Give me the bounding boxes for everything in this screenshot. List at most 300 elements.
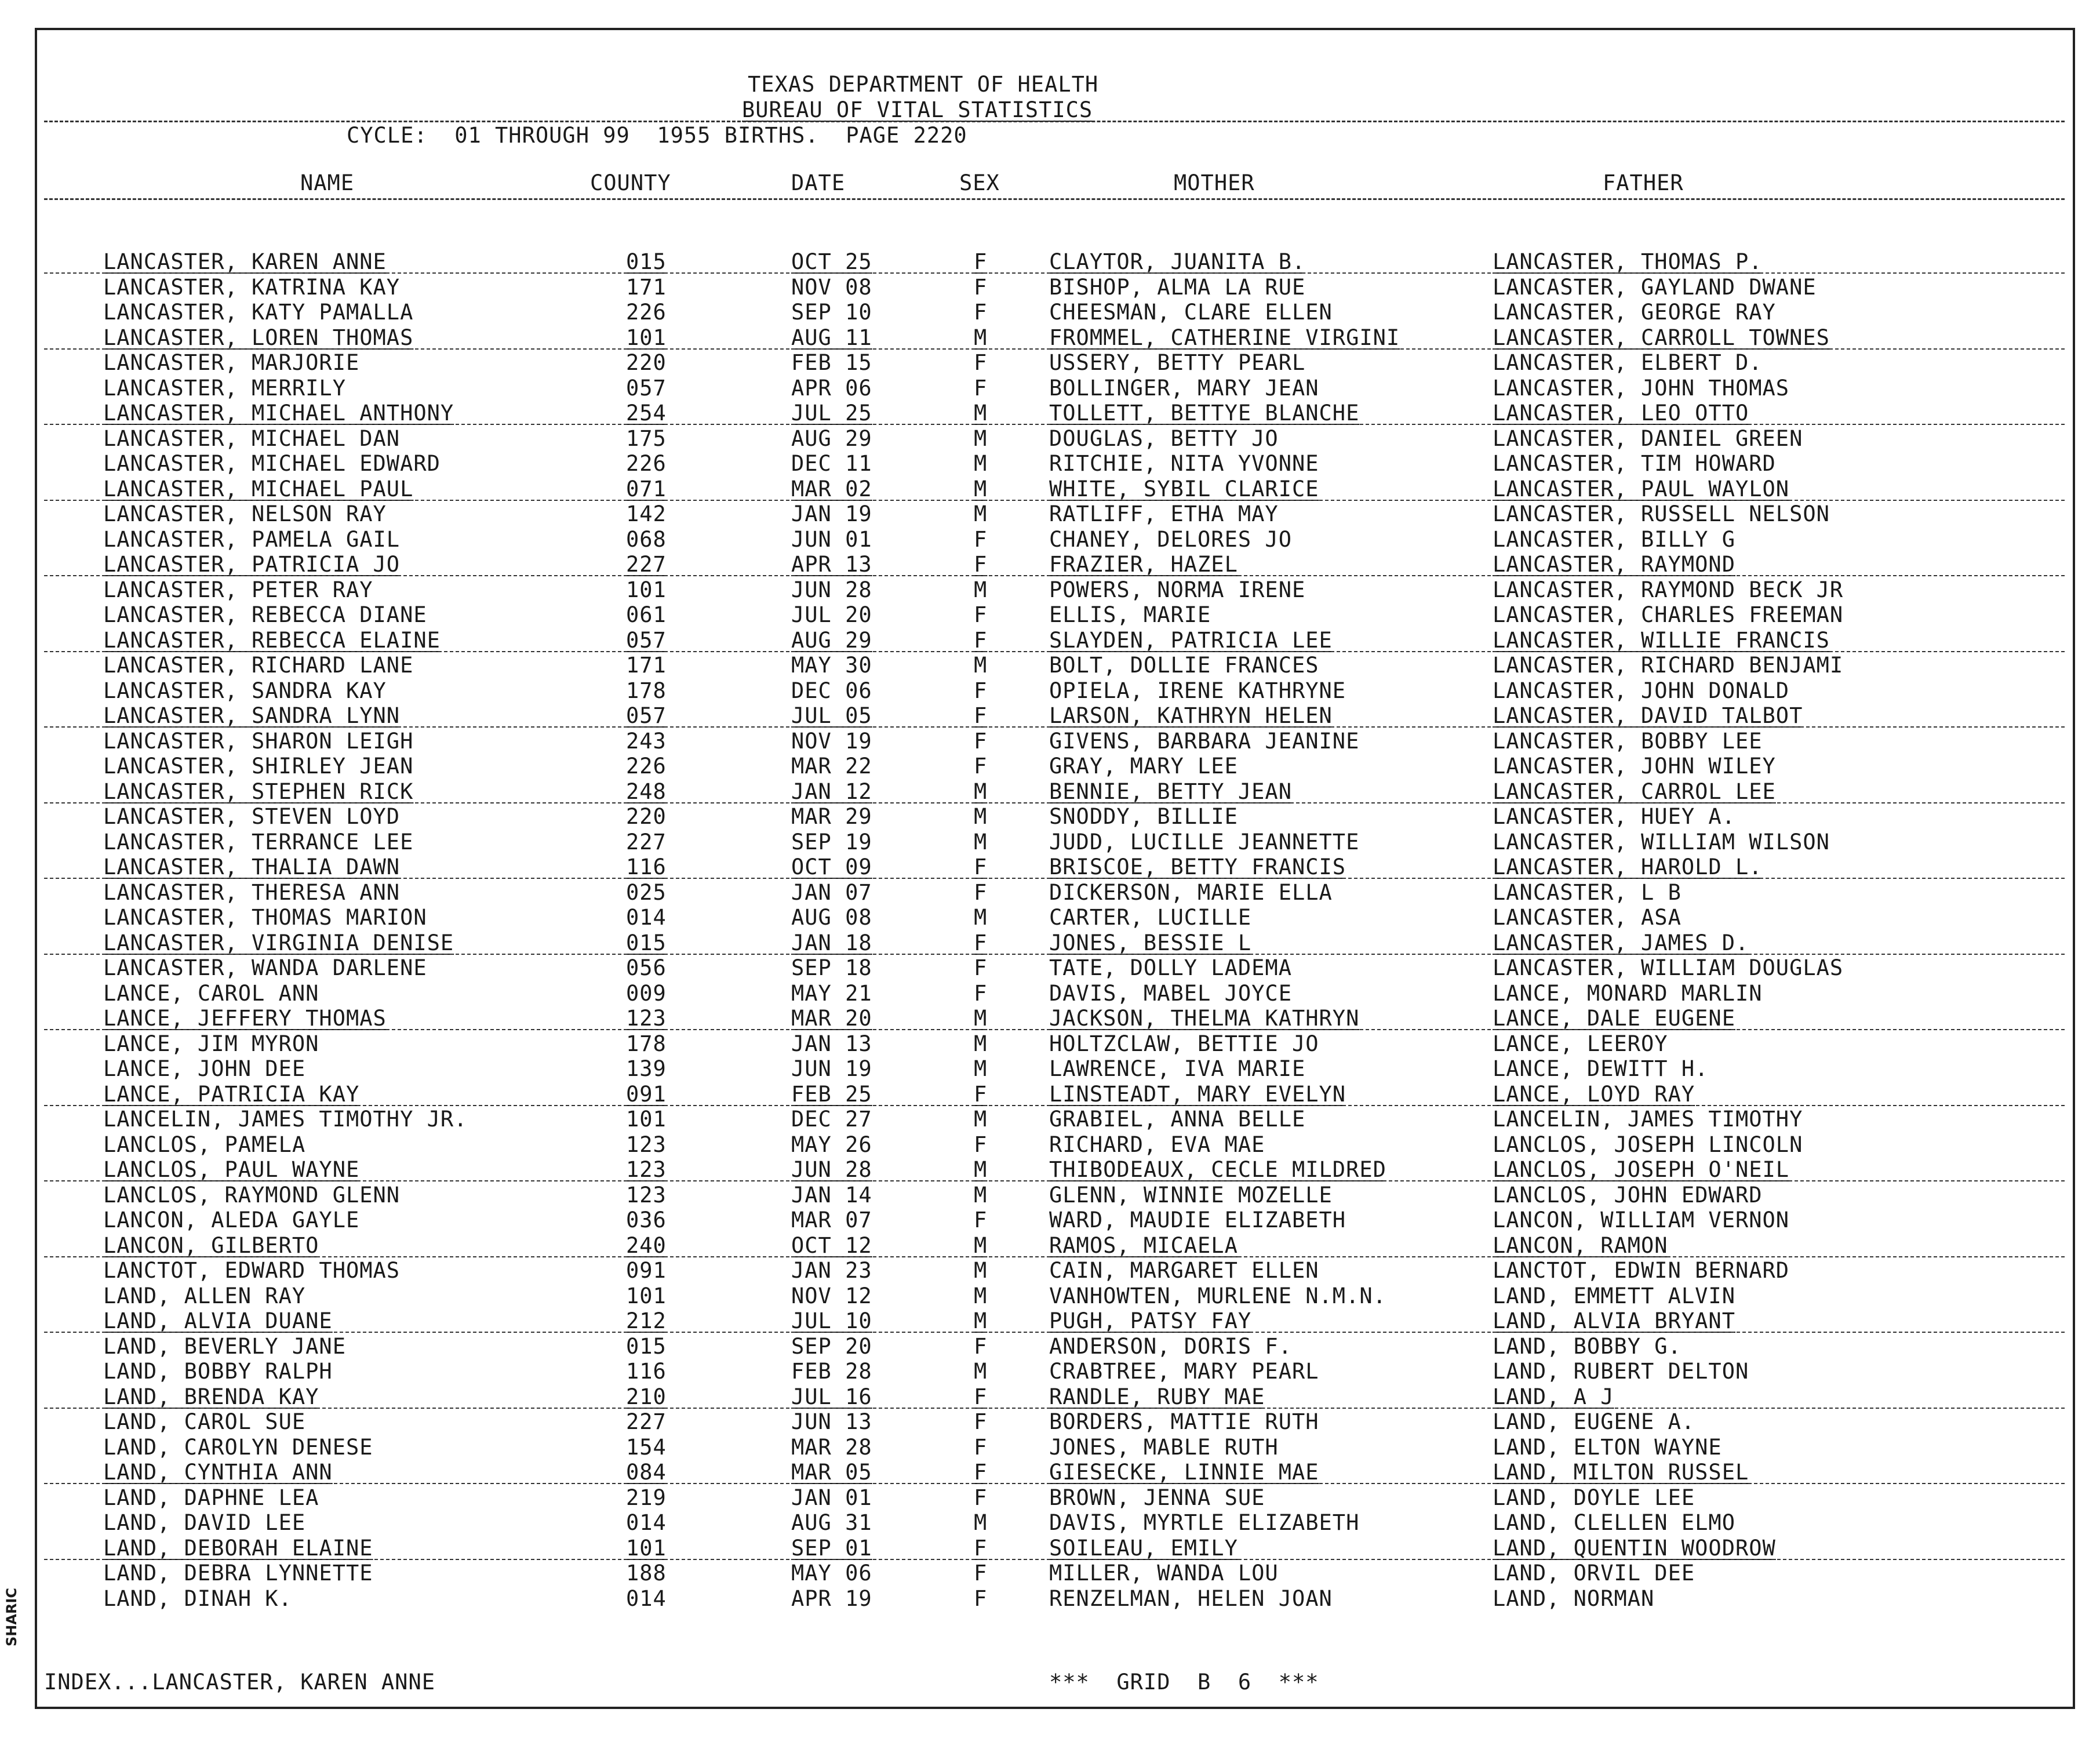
row-divider [44, 1408, 2065, 1409]
cell-father: LAND, EMMETT ALVIN [1493, 1283, 1735, 1308]
cell-mother: TATE, DOLLY LADEMA [1049, 955, 1292, 980]
table-row [0, 300, 2100, 325]
cell-father: LANCON, RAMON [1493, 1232, 1668, 1258]
column-header-row [0, 170, 2100, 196]
cell-county: 227 [626, 1409, 667, 1434]
cell-date: MAR 22 [791, 754, 872, 779]
department-title: TEXAS DEPARTMENT OF HEALTH [748, 72, 1099, 97]
cell-county: 171 [626, 274, 667, 300]
cell-name: LAND, CAROLYN DENESE [103, 1434, 373, 1460]
side-label: SHARIC [3, 1588, 20, 1646]
cell-father: LAND, ORVIL DEE [1493, 1561, 1695, 1586]
cell-mother: CAIN, MARGARET ELLEN [1049, 1258, 1319, 1283]
cell-mother: FRAZIER, HAZEL [1049, 552, 1238, 577]
cell-county: 009 [626, 980, 667, 1006]
column-header-father: FATHER [1603, 170, 1684, 195]
cell-date: MAY 21 [791, 980, 872, 1006]
table-row [0, 1258, 2100, 1283]
cell-mother: WARD, MAUDIE ELIZABETH [1049, 1208, 1346, 1232]
cell-county: 142 [626, 501, 667, 526]
cell-county: 101 [626, 1283, 667, 1308]
cell-name: LANCON, ALEDA GAYLE [103, 1208, 360, 1232]
cell-mother: JACKSON, THELMA KATHRYN [1049, 1006, 1360, 1031]
cell-county: 057 [626, 375, 667, 401]
cell-name: LANCASTER, SANDRA KAY [103, 678, 387, 703]
row-divider [44, 954, 2065, 955]
table-row [0, 1409, 2100, 1435]
table-row [0, 703, 2100, 729]
cell-name: LANCASTER, NELSON RAY [103, 501, 387, 526]
cell-sex: F [974, 855, 988, 879]
cell-mother: TOLLETT, BETTYE BLANCHE [1049, 401, 1360, 426]
row-divider [44, 1332, 2065, 1333]
cell-name: LANCASTER, KATRINA KAY [103, 274, 401, 300]
cell-father: LANCASTER, ASA [1493, 905, 1682, 930]
cell-date: MAY 30 [791, 653, 872, 678]
cell-date: JAN 23 [791, 1258, 872, 1283]
cell-county: 123 [626, 1157, 667, 1182]
cell-county: 178 [626, 1031, 667, 1056]
column-header-county: COUNTY [590, 170, 671, 195]
cell-county: 101 [626, 1535, 667, 1561]
cell-sex: M [974, 1283, 988, 1308]
cell-date: MAY 26 [791, 1132, 872, 1157]
cell-sex: M [974, 779, 988, 804]
table-row [0, 501, 2100, 527]
cell-mother: RITCHIE, NITA YVONNE [1049, 451, 1319, 476]
cell-sex: F [974, 1333, 988, 1359]
cell-county: 226 [626, 300, 667, 325]
cell-father: LANCASTER, RUSSELL NELSON [1493, 501, 1830, 526]
cell-father: LANCASTER, RAYMOND BECK JR [1493, 577, 1844, 602]
cell-name: LANCASTER, TERRANCE LEE [103, 829, 414, 855]
cell-name: LANCASTER, PAMELA GAIL [103, 526, 401, 552]
cell-name: LANCE, JEFFERY THOMAS [103, 1006, 387, 1031]
cell-date: MAR 29 [791, 804, 872, 829]
cell-name: LANCASTER, KATY PAMALLA [103, 300, 414, 325]
cell-county: 025 [626, 879, 667, 905]
cell-county: 123 [626, 1132, 667, 1157]
cell-mother: USSERY, BETTY PEARL [1049, 350, 1306, 375]
cell-sex: F [974, 1485, 988, 1510]
table-row [0, 1006, 2100, 1031]
cell-county: 154 [626, 1434, 667, 1460]
cell-mother: LAWRENCE, IVA MARIE [1049, 1056, 1306, 1081]
row-divider [44, 726, 2065, 728]
cell-date: JUN 13 [791, 1409, 872, 1434]
row-divider [44, 575, 2065, 576]
cell-county: 101 [626, 577, 667, 602]
cell-county: 071 [626, 476, 667, 501]
cycle-line: CYCLE: 01 THROUGH 99 1955 BIRTHS. PAGE 2220 [347, 123, 967, 148]
cell-name: LAND, ALVIA DUANE [103, 1308, 333, 1333]
table-row [0, 1132, 2100, 1158]
cell-father: LANCASTER, LEO OTTO [1493, 401, 1749, 426]
table-row [0, 1283, 2100, 1309]
cell-mother: ELLIS, MARIE [1049, 602, 1211, 627]
cell-date: FEB 28 [791, 1359, 872, 1384]
cell-name: LANCELIN, JAMES TIMOTHY JR. [103, 1107, 468, 1132]
cell-father: LANCLOS, JOSEPH O'NEIL [1493, 1157, 1790, 1182]
cell-father: LANCASTER, JOHN THOMAS [1493, 375, 1790, 401]
table-row [0, 1510, 2100, 1536]
cell-sex: M [974, 1510, 988, 1535]
cell-sex: F [974, 1409, 988, 1434]
cell-county: 220 [626, 350, 667, 375]
cell-county: 014 [626, 1510, 667, 1535]
cell-mother: RANDLE, RUBY MAE [1049, 1384, 1265, 1409]
table-row [0, 1536, 2100, 1561]
cell-mother: DAVIS, MABEL JOYCE [1049, 980, 1292, 1006]
cell-date: JUN 19 [791, 1056, 872, 1081]
cell-date: JAN 19 [791, 501, 872, 526]
cell-date: DEC 11 [791, 451, 872, 476]
cell-mother: BENNIE, BETTY JEAN [1049, 779, 1292, 804]
table-row [0, 602, 2100, 628]
table-row [0, 830, 2100, 855]
cell-name: LANCASTER, MICHAEL ANTHONY [103, 401, 454, 426]
table-row [0, 628, 2100, 653]
cell-mother: LINSTEADT, MARY EVELYN [1049, 1081, 1346, 1107]
cell-date: SEP 01 [791, 1535, 872, 1561]
cell-date: JUL 20 [791, 602, 872, 627]
row-divider [44, 1256, 2065, 1257]
cell-sex: F [974, 526, 988, 552]
cell-name: LANCASTER, STEPHEN RICK [103, 779, 414, 804]
cell-sex: M [974, 1232, 988, 1258]
cell-mother: RENZELMAN, HELEN JOAN [1049, 1586, 1333, 1611]
table-row [0, 275, 2100, 300]
table-row [0, 653, 2100, 678]
cell-sex: M [974, 1006, 988, 1031]
cell-sex: M [974, 653, 988, 678]
cell-county: 227 [626, 829, 667, 855]
cell-sex: M [974, 501, 988, 526]
cell-county: 084 [626, 1460, 667, 1485]
cell-sex: M [974, 451, 988, 476]
cell-mother: SNODDY, BILLIE [1049, 804, 1238, 829]
cell-name: LANCE, JOHN DEE [103, 1056, 306, 1081]
row-divider [44, 424, 2065, 425]
cell-father: LANCASTER, JOHN WILEY [1493, 754, 1776, 779]
cell-date: JAN 01 [791, 1485, 872, 1510]
cell-father: LAND, A J [1493, 1384, 1614, 1409]
cell-county: 123 [626, 1006, 667, 1031]
cell-date: MAR 20 [791, 1006, 872, 1031]
cell-mother: GRAY, MARY LEE [1049, 754, 1238, 779]
cell-county: 219 [626, 1485, 667, 1510]
cell-father: LANCE, DEWITT H. [1493, 1056, 1709, 1081]
cell-date: OCT 12 [791, 1232, 872, 1258]
cell-date: JAN 07 [791, 879, 872, 905]
cell-father: LANCASTER, PAUL WAYLON [1493, 476, 1790, 501]
cell-sex: F [974, 1561, 988, 1586]
table-row [0, 401, 2100, 426]
cell-sex: F [974, 754, 988, 779]
cell-mother: GRABIEL, ANNA BELLE [1049, 1107, 1306, 1132]
cell-date: JUN 01 [791, 526, 872, 552]
cell-father: LANCASTER, CHARLES FREEMAN [1493, 602, 1844, 627]
cell-father: LANCASTER, L B [1493, 879, 1682, 905]
cell-father: LANCASTER, GEORGE RAY [1493, 300, 1776, 325]
cell-father: LANCASTER, WILLIAM WILSON [1493, 829, 1830, 855]
cell-father: LAND, MILTON RUSSEL [1493, 1460, 1749, 1485]
cell-father: LAND, NORMAN [1493, 1586, 1655, 1611]
cell-sex: F [974, 1081, 988, 1107]
cell-mother: RAMOS, MICAELA [1049, 1232, 1238, 1258]
cell-father: LANCE, DALE EUGENE [1493, 1006, 1735, 1031]
table-row [0, 1485, 2100, 1511]
cell-county: 243 [626, 728, 667, 754]
cell-name: LANCASTER, PETER RAY [103, 577, 373, 602]
cell-mother: WHITE, SYBIL CLARICE [1049, 476, 1319, 501]
cell-name: LANCASTER, MICHAEL DAN [103, 426, 401, 451]
cell-sex: F [974, 375, 988, 401]
row-divider [44, 1105, 2065, 1106]
row-divider [44, 651, 2065, 652]
cell-father: LANCELIN, JAMES TIMOTHY [1493, 1107, 1803, 1132]
cell-father: LANCASTER, ELBERT D. [1493, 350, 1763, 375]
cell-county: 123 [626, 1182, 667, 1208]
cell-sex: F [974, 1208, 988, 1232]
cell-date: AUG 11 [791, 325, 872, 350]
cell-name: LANCASTER, MICHAEL EDWARD [103, 451, 441, 476]
cell-date: MAR 28 [791, 1434, 872, 1460]
table-row [0, 1157, 2100, 1183]
table-row [0, 678, 2100, 704]
table-row [0, 1334, 2100, 1359]
column-header-divider [44, 198, 2065, 200]
cell-father: LANCASTER, DAVID TALBOT [1493, 703, 1803, 728]
cell-date: NOV 19 [791, 728, 872, 754]
cell-name: LANCASTER, SHIRLEY JEAN [103, 754, 414, 779]
table-row [0, 905, 2100, 930]
cell-date: OCT 09 [791, 855, 872, 879]
cell-mother: HOLTZCLAW, BETTIE JO [1049, 1031, 1319, 1056]
cell-mother: OPIELA, IRENE KATHRYNE [1049, 678, 1346, 703]
column-header-sex: SEX [959, 170, 1000, 195]
cell-father: LAND, DOYLE LEE [1493, 1485, 1695, 1510]
cell-county: 057 [626, 627, 667, 653]
column-header-mother: MOTHER [1174, 170, 1255, 195]
cell-date: AUG 08 [791, 905, 872, 930]
footer-index: INDEX...LANCASTER, KAREN ANNE [44, 1670, 436, 1695]
table-row [0, 779, 2100, 805]
cell-sex: M [974, 905, 988, 930]
table-row [0, 1561, 2100, 1586]
cell-county: 210 [626, 1384, 667, 1409]
cell-sex: M [974, 829, 988, 855]
cell-date: JUL 16 [791, 1384, 872, 1409]
cell-sex: F [974, 1384, 988, 1409]
cell-sex: F [974, 879, 988, 905]
cell-date: SEP 20 [791, 1333, 872, 1359]
cell-father: LANCE, LOYD RAY [1493, 1081, 1695, 1107]
cell-sex: F [974, 602, 988, 627]
cell-county: 015 [626, 1333, 667, 1359]
cell-name: LANCLOS, RAYMOND GLENN [103, 1182, 401, 1208]
table-row [0, 249, 2100, 275]
cell-mother: DICKERSON, MARIE ELLA [1049, 879, 1333, 905]
cell-mother: JONES, MABLE RUTH [1049, 1434, 1279, 1460]
cell-sex: M [974, 577, 988, 602]
cell-county: 212 [626, 1308, 667, 1333]
table-row [0, 1359, 2100, 1384]
table-row [0, 1460, 2100, 1485]
cell-mother: DAVIS, MYRTLE ELIZABETH [1049, 1510, 1360, 1535]
cell-father: LANCASTER, HAROLD L. [1493, 855, 1763, 879]
cell-date: DEC 27 [791, 1107, 872, 1132]
cell-date: JUL 10 [791, 1308, 872, 1333]
cell-county: 226 [626, 754, 667, 779]
cell-county: 116 [626, 1359, 667, 1384]
table-row [0, 325, 2100, 351]
cell-date: AUG 29 [791, 426, 872, 451]
cell-county: 036 [626, 1208, 667, 1232]
cell-date: NOV 12 [791, 1283, 872, 1308]
cell-date: APR 06 [791, 375, 872, 401]
table-row [0, 855, 2100, 880]
cell-mother: SOILEAU, EMILY [1049, 1535, 1238, 1561]
cell-father: LANCASTER, RICHARD BENJAMI [1493, 653, 1844, 678]
cell-date: MAR 05 [791, 1460, 872, 1485]
table-row [0, 1183, 2100, 1208]
cell-father: LAND, ELTON WAYNE [1493, 1434, 1722, 1460]
table-row [0, 880, 2100, 906]
cell-sex: F [974, 350, 988, 375]
table-row [0, 804, 2100, 830]
cell-sex: F [974, 552, 988, 577]
cell-father: LANCTOT, EDWIN BERNARD [1493, 1258, 1790, 1283]
cell-county: 226 [626, 451, 667, 476]
cell-date: AUG 31 [791, 1510, 872, 1535]
row-divider [44, 500, 2065, 501]
cell-name: LANCASTER, MICHAEL PAUL [103, 476, 414, 501]
cell-date: JUL 25 [791, 401, 872, 426]
table-row [0, 955, 2100, 981]
cell-father: LAND, ALVIA BRYANT [1493, 1308, 1735, 1333]
cell-county: 091 [626, 1258, 667, 1283]
cell-father: LANCASTER, RAYMOND [1493, 552, 1735, 577]
cell-county: 248 [626, 779, 667, 804]
cell-county: 171 [626, 653, 667, 678]
cell-name: LANCTOT, EDWARD THOMAS [103, 1258, 401, 1283]
table-row [0, 1233, 2100, 1259]
table-row [0, 1082, 2100, 1107]
cell-date: MAR 02 [791, 476, 872, 501]
cell-sex: F [974, 627, 988, 653]
bureau-title: BUREAU OF VITAL STATISTICS [742, 97, 1093, 122]
cell-sex: M [974, 1182, 988, 1208]
cell-father: LANCLOS, JOHN EDWARD [1493, 1182, 1763, 1208]
cell-date: APR 19 [791, 1586, 872, 1611]
cell-father: LANCASTER, CARROLL TOWNES [1493, 325, 1830, 350]
cell-mother: GIVENS, BARBARA JEANINE [1049, 728, 1360, 754]
cell-father: LANCASTER, TIM HOWARD [1493, 451, 1776, 476]
table-row [0, 981, 2100, 1006]
cell-sex: M [974, 1157, 988, 1182]
cell-county: 220 [626, 804, 667, 829]
cell-county: 101 [626, 325, 667, 350]
table-row [0, 477, 2100, 502]
cell-mother: BOLT, DOLLIE FRANCES [1049, 653, 1319, 678]
cell-sex: F [974, 980, 988, 1006]
cell-name: LANCASTER, RICHARD LANE [103, 653, 414, 678]
cell-mother: JONES, BESSIE L [1049, 930, 1252, 955]
cell-name: LAND, CAROL SUE [103, 1409, 306, 1434]
cell-sex: M [974, 325, 988, 350]
cell-county: 091 [626, 1081, 667, 1107]
table-row [0, 754, 2100, 779]
cell-name: LAND, DEBORAH ELAINE [103, 1535, 373, 1561]
row-divider [44, 1559, 2065, 1560]
cell-date: FEB 15 [791, 350, 872, 375]
cell-county: 061 [626, 602, 667, 627]
cell-county: 014 [626, 905, 667, 930]
cell-name: LAND, BEVERLY JANE [103, 1333, 346, 1359]
table-row [0, 376, 2100, 401]
cell-name: LANCASTER, STEVEN LOYD [103, 804, 401, 829]
cell-date: DEC 06 [791, 678, 872, 703]
cell-name: LANCASTER, SANDRA LYNN [103, 703, 401, 728]
cell-mother: ANDERSON, DORIS F. [1049, 1333, 1292, 1359]
cell-sex: F [974, 1132, 988, 1157]
cell-date: JUL 05 [791, 703, 872, 728]
cell-date: JAN 13 [791, 1031, 872, 1056]
cell-sex: M [974, 426, 988, 451]
row-divider [44, 802, 2065, 803]
cell-name: LANCASTER, WANDA DARLENE [103, 955, 427, 980]
cell-date: SEP 10 [791, 300, 872, 325]
cell-mother: FROMMEL, CATHERINE VIRGINI [1049, 325, 1400, 350]
cell-name: LANCASTER, PATRICIA JO [103, 552, 401, 577]
cell-mother: POWERS, NORMA IRENE [1049, 577, 1306, 602]
cell-county: 116 [626, 855, 667, 879]
table-row [0, 1107, 2100, 1132]
cell-county: 178 [626, 678, 667, 703]
cell-county: 015 [626, 249, 667, 274]
cell-name: LANCASTER, VIRGINIA DENISE [103, 930, 454, 955]
cell-mother: BISHOP, ALMA LA RUE [1049, 274, 1306, 300]
cell-county: 056 [626, 955, 667, 980]
cell-mother: CRABTREE, MARY PEARL [1049, 1359, 1319, 1384]
cell-name: LANCASTER, THALIA DAWN [103, 855, 401, 879]
cell-date: AUG 29 [791, 627, 872, 653]
column-header-name: NAME [300, 170, 355, 195]
cell-sex: F [974, 249, 988, 274]
cell-name: LANCLOS, PAMELA [103, 1132, 306, 1157]
cell-sex: M [974, 1359, 988, 1384]
cell-date: SEP 19 [791, 829, 872, 855]
cell-father: LANCASTER, BILLY G [1493, 526, 1735, 552]
cell-sex: M [974, 804, 988, 829]
cell-sex: F [974, 930, 988, 955]
table-row [0, 577, 2100, 603]
column-header-date: DATE [791, 170, 846, 195]
cell-date: JAN 18 [791, 930, 872, 955]
cell-father: LANCASTER, CARROL LEE [1493, 779, 1776, 804]
table-row [0, 729, 2100, 754]
cell-county: 227 [626, 552, 667, 577]
cell-mother: BRISCOE, BETTY FRANCIS [1049, 855, 1346, 879]
row-divider [44, 1483, 2065, 1484]
cell-name: LAND, BRENDA KAY [103, 1384, 319, 1409]
cell-father: LANCASTER, GAYLAND DWANE [1493, 274, 1817, 300]
cell-date: FEB 25 [791, 1081, 872, 1107]
cell-county: 139 [626, 1056, 667, 1081]
cell-mother: GLENN, WINNIE MOZELLE [1049, 1182, 1333, 1208]
cell-name: LANCLOS, PAUL WAYNE [103, 1157, 360, 1182]
